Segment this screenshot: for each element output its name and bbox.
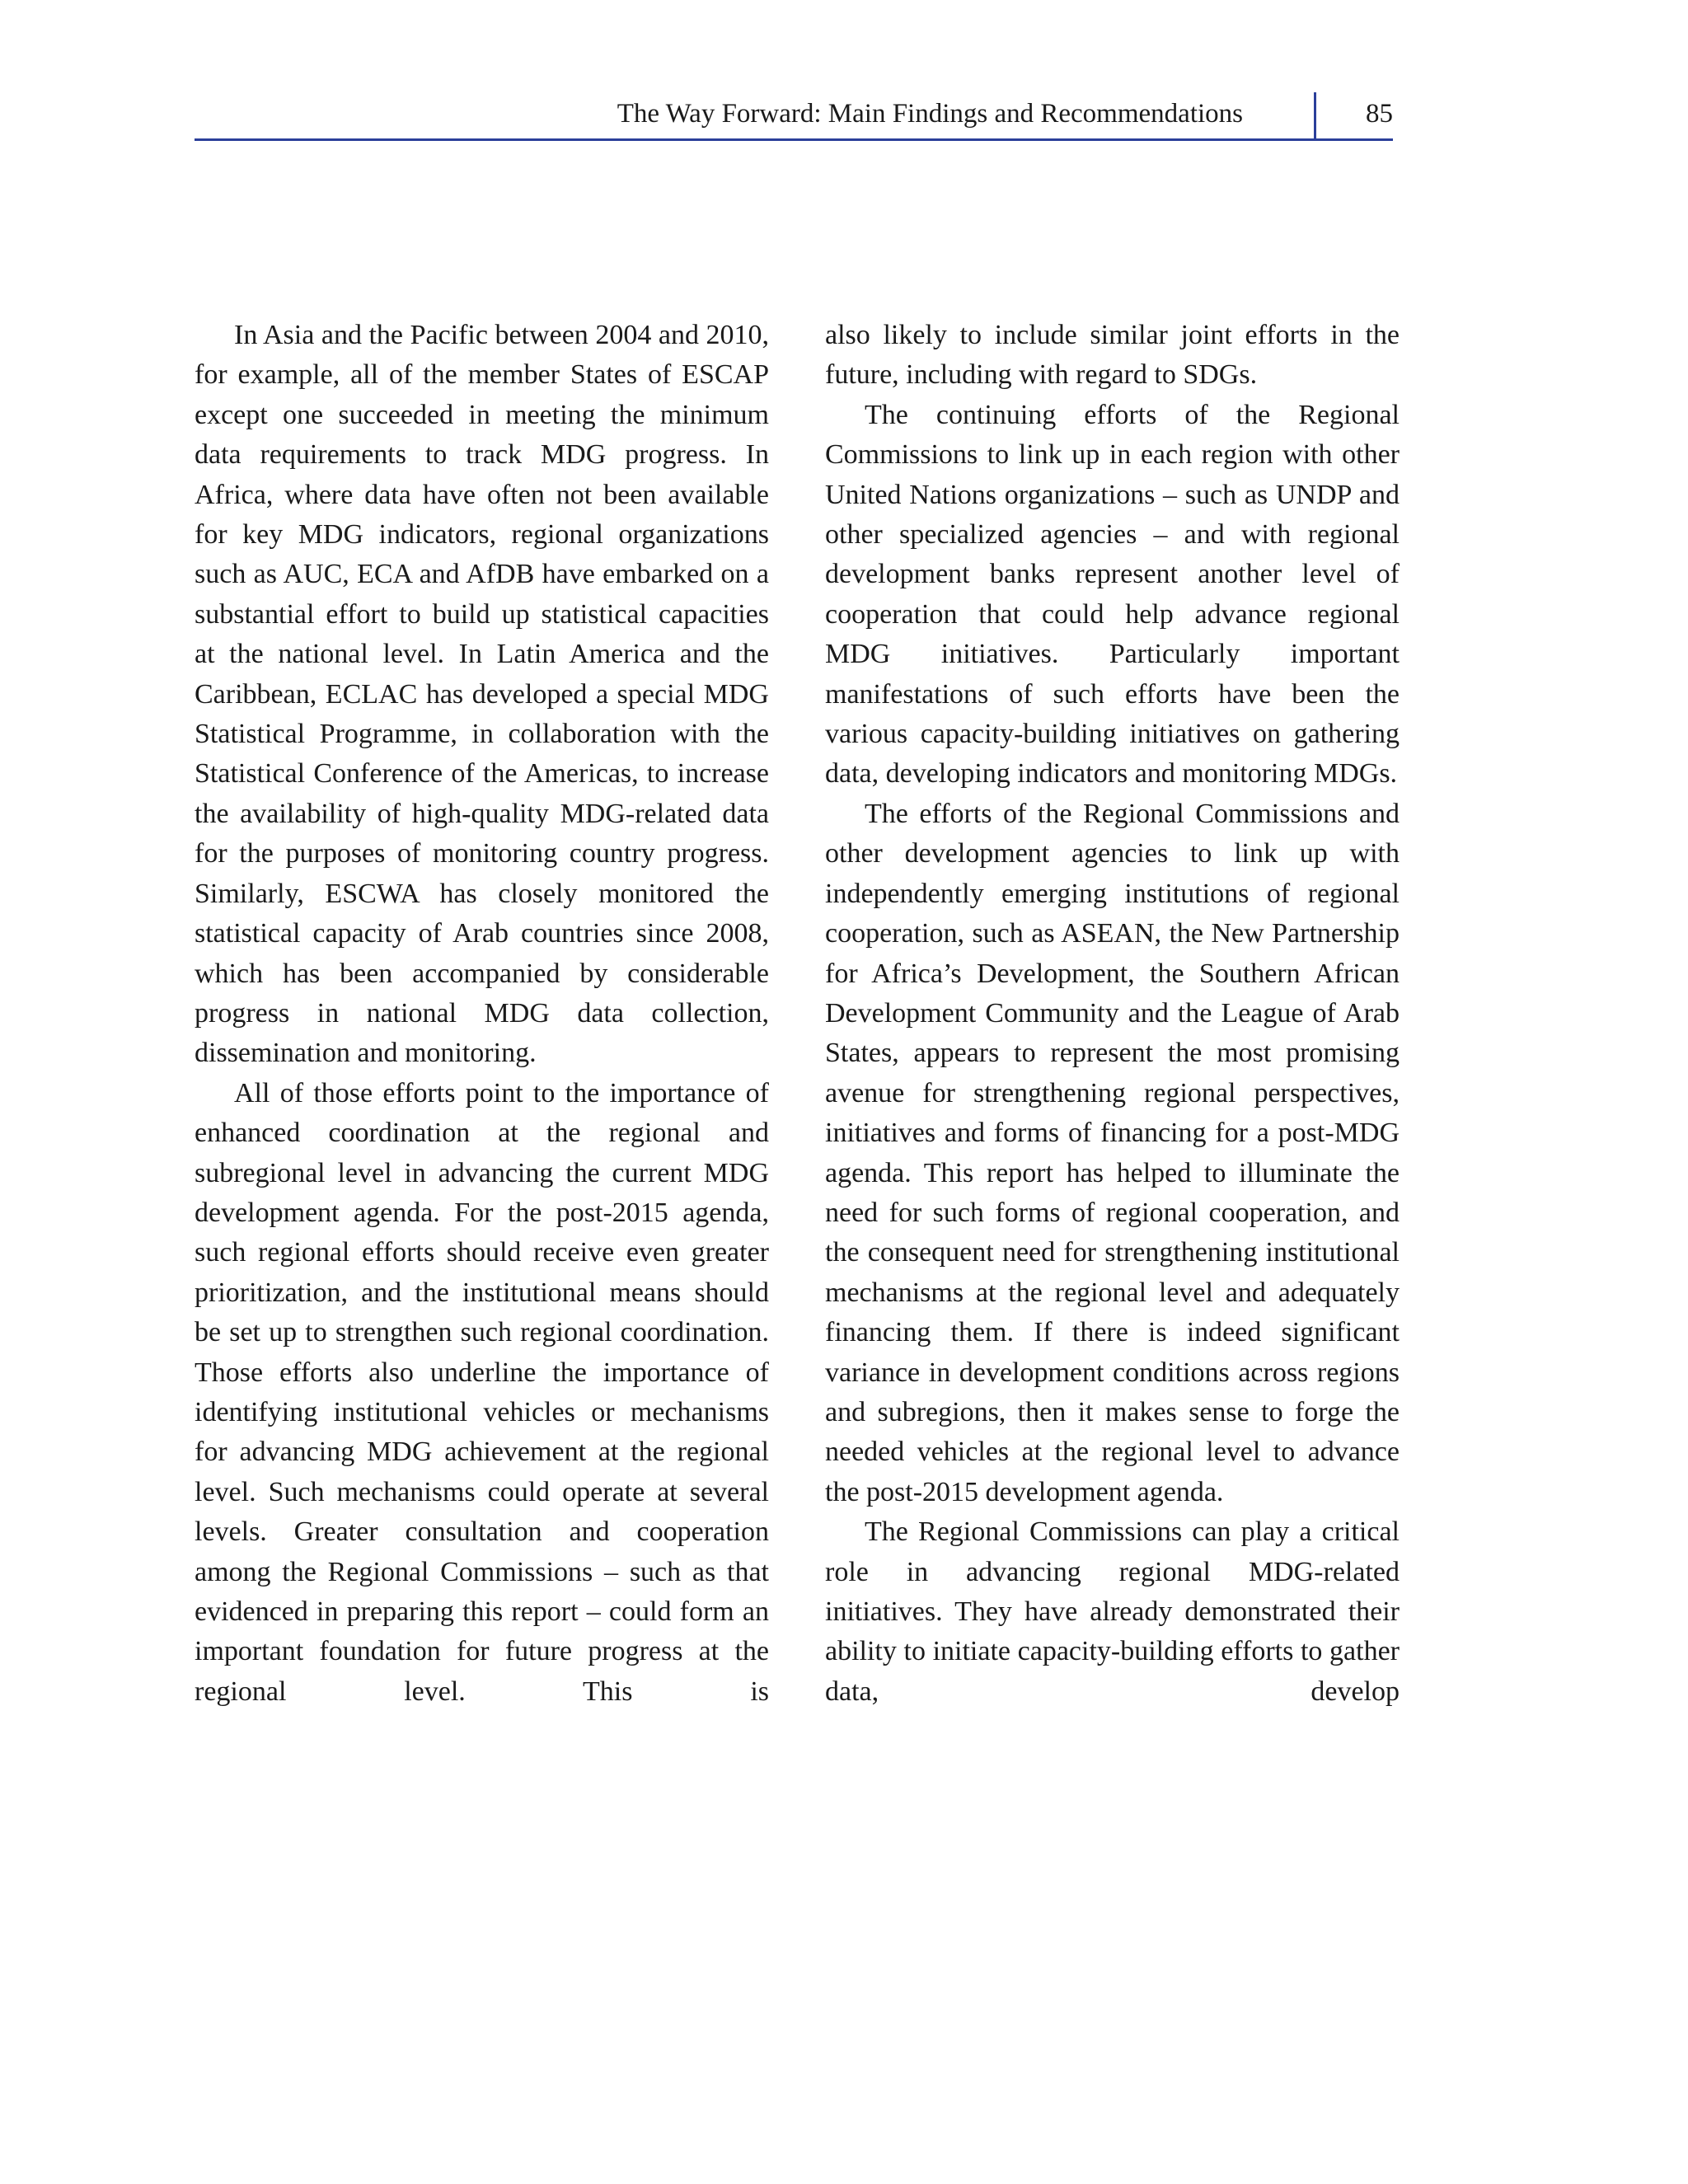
paragraph: In Asia and the Pacific between 2004 and 2010, for example, all of the member States of ESCAP except one succeeded in meeting the minimum data requirements to track MDG progress. In Africa, where data have often not been available for key MDG indicators, regional organizations such as AUC, ECA and AfDB have embarked on a substantial effort to build up statistical capacities at the national level. In Latin America and the Caribbean, ECLAC has developed a special MDG Statistical Programme, in collaboration with the Statistical Conference of the Americas, to increase the availability of high-quality MDG-related data for the purposes of monitoring country progress. Similarly, ESCWA has closely monitored the statistical capacity of Arab countries since 2008, which has been accompanied by considerable progress in national MDG data collection, dissemination and monitoring. <box>195 320 769 1069</box>
paragraph: The continuing efforts of the Regional Commissions to link up in each region with other United Nations organizations – such as UNDP and other specialized agencies – and with regional development banks represent another level of cooperation that could help advance regional MDG initiatives. Particularly important manifestations of such efforts have been the various capacity-building initiatives on gathering data, developing indicators and monitoring MDGs. <box>825 399 1400 790</box>
paragraph: also likely to include similar joint efforts in the future, including with regard to SDGs. <box>825 320 1400 391</box>
paragraph: The efforts of the Regional Commissions and other development agencies to link up with independently emerging institutions of regional cooperation, such as ASEAN, the New Partnership for Africa’s Development, the Southern African Development Community and the League of Arab States, appears to represent the most promising avenue for strengthening regional perspectives, initiatives and forms of financing for a post-MDG agenda. This report has helped to illuminate the need for such forms of regional cooperation, and the consequent need for strengthening institutional mechanisms at the regional level and adequately financing them. If there is indeed significant variance in development conditions across regions and subregions, then it makes sense to forge the needed vehicles at the regional level to advance the post-2015 development agenda. <box>825 798 1400 1507</box>
left-column <box>195 316 769 1712</box>
right-column <box>825 316 1400 1712</box>
paragraph: All of those efforts point to the importance of enhanced coordination at the regional and subregional level in advancing the current MDG development agenda. For the post-2015 agenda, such regional efforts should receive even greater prioritization, and the institutional means should be set up to strengthen such regional coordination. Those efforts also underline the importance of identifying institutional vehicles or mechanisms for advancing MDG achievement at the regional level. Such mechanisms could operate at several levels. Greater consultation and cooperation among the Regional Commissions – such as that evidenced in preparing this report – could form an important foundation for future progress at the regional level. This is <box>195 1077 769 1707</box>
page-number: 85 <box>1366 99 1393 129</box>
paragraph: The Regional Commissions can play a critical role in advancing regional MDG-related initiatives. They have already demonstrated their ability to initiate capacity-building efforts to gather data, develop <box>825 1516 1400 1707</box>
running-header <box>195 92 1393 141</box>
running-header-title: The Way Forward: Main Findings and Recommendations <box>617 99 1243 129</box>
